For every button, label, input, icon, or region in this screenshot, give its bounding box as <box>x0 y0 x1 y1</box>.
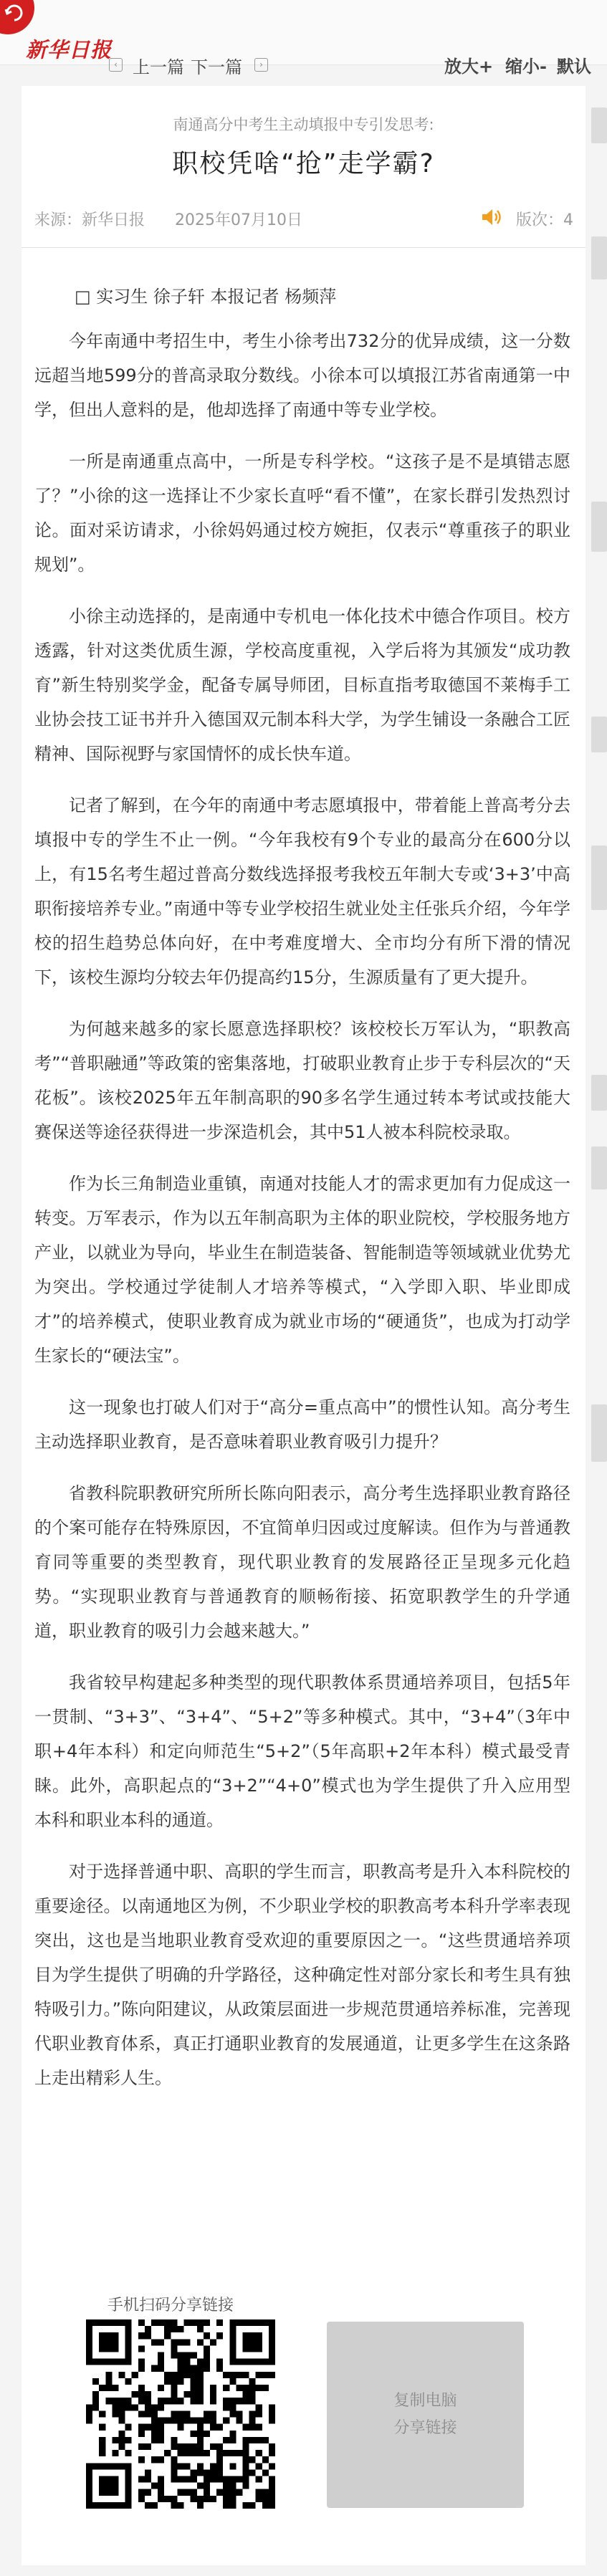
paragraph: 记者了解到，在今年的南通中考志愿填报中，带着能上普高考分去填报中专的学生不止一例。“今年我校有9个专业的最高分在600分以上，有15名考生超过普高分数线选择报考我校五年制大专或‘3+3’中高职衔接培养专业。”南通中等专业学校招生就业处主任张兵介绍，今年学校的招生趋势总体向好，在中考难度增大、全市均分有所下滑的情况下，该校生源均分较去年仍提高约15分，生源质量有了更大提升。 <box>34 795 570 987</box>
prev-article-link[interactable]: 上一篇 <box>133 57 184 77</box>
article-edition: 版次：4 <box>516 211 573 229</box>
article-meta <box>34 208 302 230</box>
paragraph: 为何越来越多的家长愿意选择职校？该校校长万军认为，“职教高考”“普职融通”等政策的密集落地，打破职业教育止步于专科层次的“天花板”。该校2025年五年制高职的90多名学生通过转本考试或技能大赛保送等途径获得进一步深造机会，其中51人被本科院校录取。 <box>34 1019 570 1142</box>
article-card <box>21 86 586 2565</box>
zoom-out-button[interactable]: 缩小- <box>505 57 547 77</box>
back-arrow-icon <box>4 3 24 23</box>
zoom-reset-button[interactable]: 默认 <box>557 57 591 77</box>
paragraph: 小徐主动选择的，是南通中专机电一体化技术中德合作项目。校方透露，针对这类优质生源，学校高度重视，入学后将为其颁发“成功教育”新生特别奖学金，配备专属导师团，目标直指考取德国不莱梅手工业协会技工证书并升入德国双元制本科大学，为学生铺设一条融合工匠精神、国际视野与家国情怀的成长快车道。 <box>34 606 570 764</box>
chevron-right-icon[interactable]: › <box>254 58 268 72</box>
back-badge[interactable] <box>0 0 34 34</box>
article-title: 职校凭啥“抢”走学霸? <box>172 149 435 178</box>
brand-logo: 新华日报 <box>26 37 113 62</box>
paragraph: 一所是南通重点高中，一所是专科学校。“这孩子是不是填错志愿了？”小徐的这一选择让不少家长直呼“看不懂”，在家长群引发热烈讨论。面对采访请求，小徐妈妈通过校方婉拒，仅表示“尊重孩子的职业规划”。 <box>34 451 570 575</box>
zoom-in-button[interactable]: 放大+ <box>444 57 494 77</box>
header-divider <box>21 247 586 248</box>
next-article-link[interactable]: 下一篇 <box>191 57 242 77</box>
article-byline: □ 实习生 徐子轩 本报记者 杨频萍 <box>75 287 337 307</box>
chevron-left-icon[interactable]: ‹ <box>109 58 123 72</box>
copy-link-line2: 分享链接 <box>393 2419 457 2437</box>
article-date: 2025年07月10日 <box>175 211 302 229</box>
paragraph: 这一现象也打破人们对于“高分=重点高中”的惯性认知。高分考生主动选择职业教育，是否意味着职业教育吸引力提升？ <box>34 1397 570 1452</box>
paragraph: 对于选择普通中职、高职的学生而言，职教高考是升入本科院校的重要途径。以南通地区为例，不少职业学校的职教高考本科升学率表现突出，这也是当地职业教育受欢迎的重要原因之一。“这些贯通培养项目为学生提供了明确的升学路径，这种确定性对部分家长和考生具有独特吸引力。”陈向阳建议，从政策层面进一步规范贯通培养标准，完善现代职业教育体系，真正打通职业教育的发展通道，让更多学生在这条路上走出精彩人生。 <box>34 1862 570 2088</box>
article-source: 来源：新华日报 <box>34 211 145 229</box>
article-subtitle: 南通高分中考生主动填报中专引发思考: <box>173 116 434 133</box>
article-body <box>34 324 570 2112</box>
paragraph: 我省较早构建起多种类型的现代职教体系贯通培养项目，包括5年一贯制、“3+3”、“3+4”、“5+2”等多种模式。其中，“3+4”（3年中职+4年本科）和定向师范生“5+2”（5年高职+2年本科）模式最受青睐。此外，高职起点的“3+2”“4+0”模式也为学生提供了升入应用型本科和职业本科的通道。 <box>34 1672 570 1830</box>
paragraph: 作为长三角制造业重镇，南通对技能人才的需求更加有力促成这一转变。万军表示，作为以五年制高职为主体的职业院校，学校服务地方产业，以就业为导向，毕业生在制造装备、智能制造等领域就业优势尤为突出。学校通过学徒制人才培养等模式，“入学即入职、毕业即成才”的培养模式，使职业教育成为就业市场的“硬通货”，也成为打动学生家长的“硬法宝”。 <box>34 1174 570 1366</box>
top-toolbar <box>0 0 607 77</box>
paragraph: 省教科院职教研究所所长陈向阳表示，高分考生选择职业教育路径的个案可能存在特殊原因，不宜简单归因或过度解读。但作为与普通教育同等重要的类型教育，现代职业教育的发展路径正呈现多元化趋势。“实现职业教育与普通教育的顺畅衔接、拓宽职教学生的升学通道，职业教育的吸引力会越来越大。” <box>34 1483 570 1641</box>
qr-code-icon <box>86 2319 275 2509</box>
speaker-icon[interactable] <box>480 207 505 227</box>
copy-link-line1: 复制电脑 <box>393 2392 457 2410</box>
page-scrollbar[interactable] <box>591 0 607 2576</box>
copy-link-button[interactable] <box>327 2322 524 2508</box>
paragraph: 今年南通中考招生中，考生小徐考出732分的优异成绩，这一分数远超当地599分的普高录取分数线。小徐本可以填报江苏省南通第一中学，但出人意料的是，他却选择了南通中等专业学校。 <box>34 331 570 420</box>
qr-share-label: 手机扫码分享链接 <box>107 2297 234 2314</box>
